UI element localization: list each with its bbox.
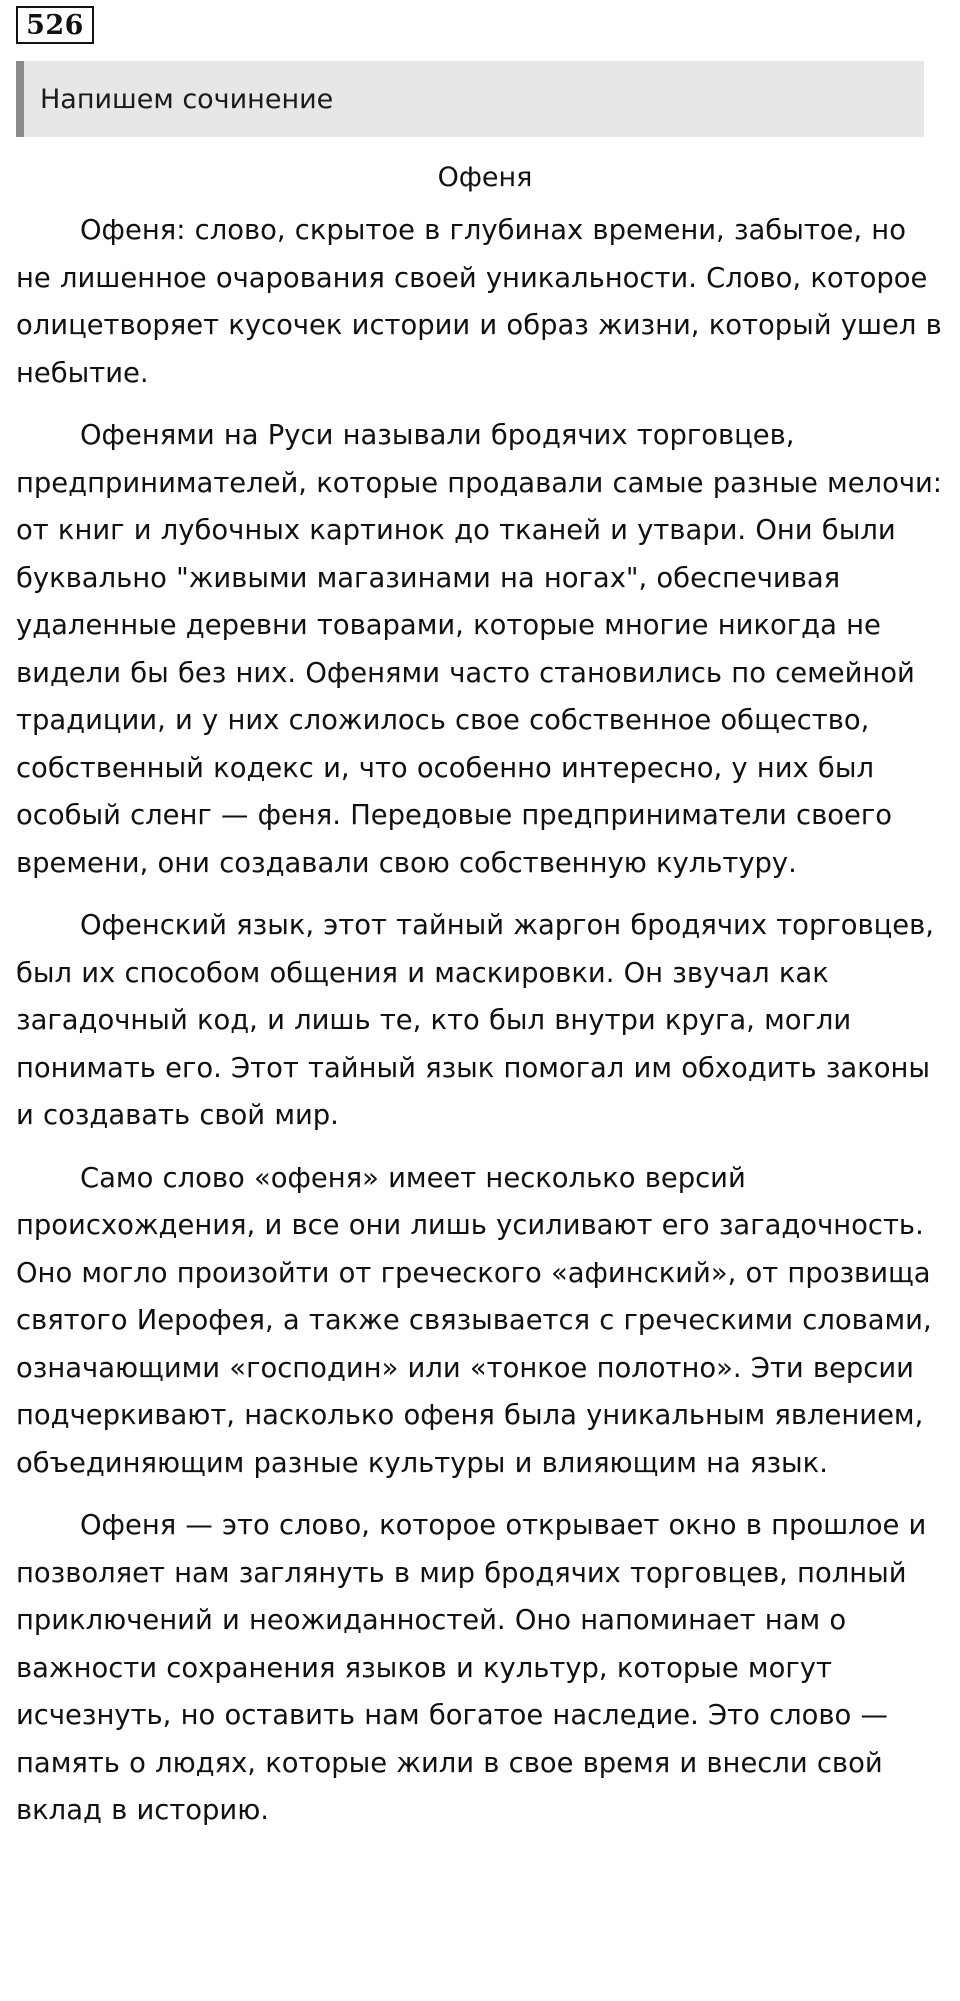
- essay-paragraph-5: Офеня — это слово, которое открывает окно в прошлое и позволяет нам заглянуть в мир бродячих торговцев, полный приключений и неожиданностей. Оно напоминает нам о важности сохранения языков и культур, которые могут исчезнуть, но оставить нам богатое наследие. Это слово — память о людях, которые жили в свое время и внесли свой вклад в историю.: [16, 1510, 927, 1826]
- essay-paragraph-2: Офенями на Руси называли бродячих торговцев, предпринимателей, которые продавали самые разные мелочи: от книг и лубочных картинок до тканей и утвари. Они были буквально "живыми магазинами на ногах", обеспечивая удаленные деревни товарами, которые многие никогда не видели бы без них. Офенями часто становились по семейной традиции, и у них сложилось свое собственное общество, собственный кодекс и, что особенно интересно, у них был особый сленг — феня. Передовые предприниматели своего времени, они создавали свою собственную культуру.: [16, 420, 943, 879]
- essay: [16, 154, 944, 1850]
- essay-title: Офеня: [437, 162, 533, 193]
- essay-paragraph-3: Офенский язык, этот тайный жаргон бродячих торговцев, был их способом общения и маскировки. Он звучал как загадочный код, и лишь те, кто был внутри круга, могли понимать его. Этот тайный язык помогал им обходить законы и создавать свой мир.: [16, 910, 934, 1131]
- essay-paragraph-4: Само слово «офеня» имеет несколько версий происхождения, и все они лишь усиливают его загадочность. Оно могло произойти от греческого «афинский», от прозвища святого Иерофея, а также связывается с греческими словами, означающими «господин» или «тонкое полотно». Эти версии подчеркивают, насколько офеня была уникальным явлением, объединяющим разные культуры и влияющим на язык.: [16, 1162, 932, 1479]
- task-heading-label: Напишем сочинение: [40, 83, 334, 115]
- essay-paragraph-1: Офеня: слово, скрытое в глубинах времени, забытое, но не лишенное очарования своей уникальности. Слово, которое олицетворяет кусочек истории и образ жизни, который ушел в небытие.: [16, 215, 942, 389]
- task-heading-bar: [16, 61, 924, 137]
- task-number-badge: 526: [16, 6, 94, 44]
